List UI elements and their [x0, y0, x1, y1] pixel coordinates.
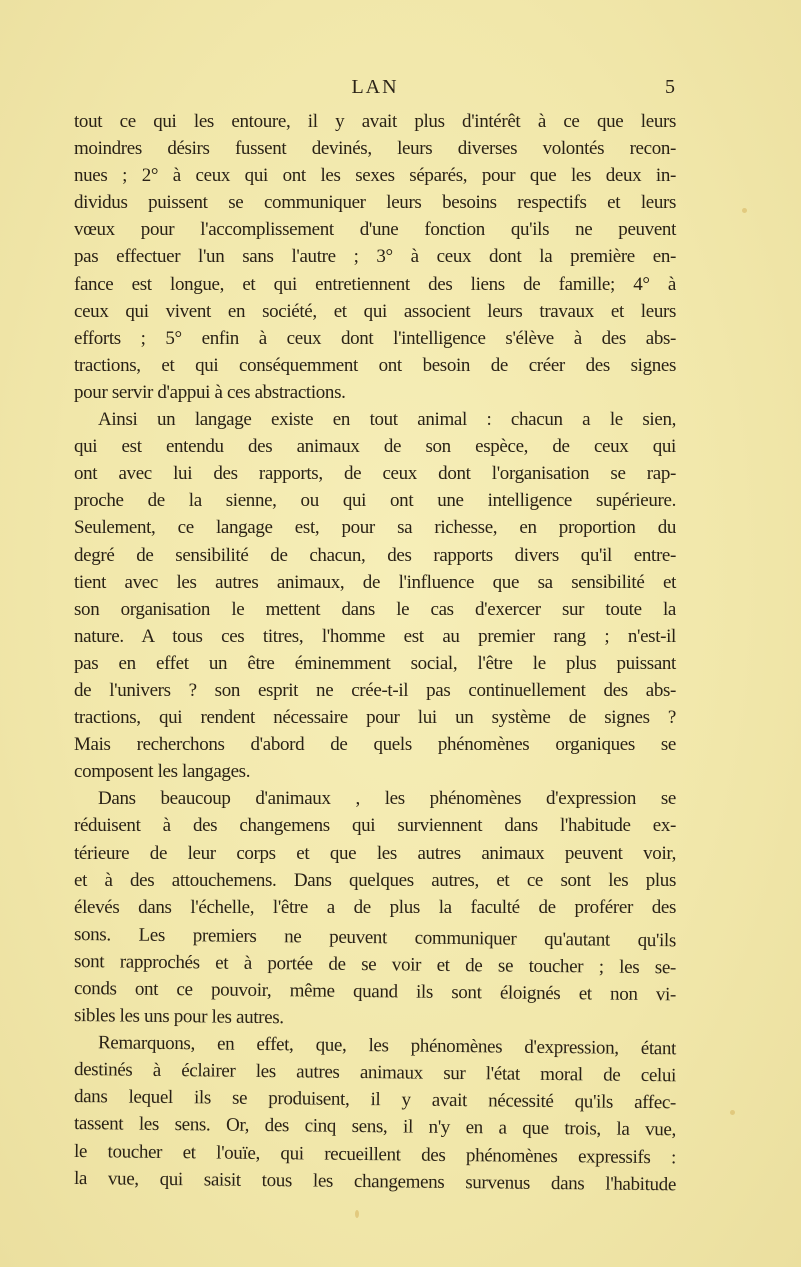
body-text	[73, 108, 677, 1195]
text-line: sons. Les premiers ne peuvent communiquer qu'autant qu'ils	[73, 923, 677, 952]
text-line: conds ont ce pouvoir, même quand ils sont éloignés et non vi-	[73, 978, 677, 1006]
text-line: destinés à éclairer les autres animaux sur l'état moral de celui	[73, 1059, 677, 1087]
text-line: composent les langages.	[74, 761, 251, 783]
running-title: LAN	[351, 76, 399, 98]
text-line: de l'univers ? son esprit ne crée-t-il pas continuellement des abs-	[74, 679, 676, 701]
text-line: dividus puissent se communiquer leurs besoins respectifs et leurs	[74, 192, 676, 214]
text-line: ceux qui vivent en société, et qui associent leurs travaux et leurs	[74, 300, 676, 322]
text-line: tassent les sens. Or, des cinq sens, il n'y en a que trois, la vue,	[73, 1113, 677, 1141]
text-line: degré de sensibilité de chacun, des rapports divers qu'il entre-	[74, 544, 676, 566]
text-line: dans lequel ils se produisent, il y avait nécessité qu'ils affec-	[73, 1086, 677, 1114]
paper-stain	[730, 1110, 735, 1115]
paper-stain	[742, 208, 747, 213]
running-header	[75, 76, 675, 104]
text-line: tout ce qui les entoure, il y avait plus d'intérêt à ce que leurs	[74, 111, 676, 132]
text-line: pas effectuer l'un sans l'autre ; 3° à ceux dont la première en-	[74, 246, 676, 268]
text-line: la vue, qui saisit tous les changemens survenus dans l'habitude	[73, 1167, 677, 1195]
paper-stain	[355, 1210, 359, 1218]
text-line: efforts ; 5° enfin à ceux dont l'intelligence s'élève à des abs-	[74, 327, 676, 349]
text-line: le toucher et l'ouïe, qui recueillent des phénomènes expressifs :	[73, 1140, 677, 1168]
text-line: tractions, et qui conséquemment ont besoin de créer des signes	[74, 354, 676, 376]
text-line: pas en effet un être éminemment social, l'être le plus puissant	[74, 652, 676, 674]
page-number: 5	[665, 76, 675, 98]
text-line: et à des attouchemens. Dans quelques autres, et ce sont les plus	[74, 869, 676, 891]
text-line: Seulement, ce langage est, pour sa richesse, en proportion du	[74, 517, 676, 539]
text-line: qui est entendu des animaux de son espèce, de ceux qui	[74, 436, 676, 458]
text-line: pour servir d'appui à ces abstractions.	[74, 381, 346, 403]
text-line: Remarquons, en effet, que, les phénomènes d'expression, étant	[97, 1032, 677, 1060]
text-line: fance est longue, et qui entretiennent des liens de famille; 4° à	[74, 273, 676, 295]
text-line: proche de la sienne, ou qui ont une intelligence supérieure.	[74, 490, 676, 512]
text-line: Mais recherchons d'abord de quels phénomènes organiques se	[74, 734, 676, 756]
text-line: sont rapprochés et à portée de se voir et de se toucher ; les se-	[73, 950, 677, 979]
text-line: vœux pour l'accomplissement d'une fonction qu'ils ne peuvent	[74, 219, 676, 241]
text-line: Dans beaucoup d'animaux , les phénomènes d'expression se	[98, 788, 676, 810]
text-line: nues ; 2° à ceux qui ont les sexes séparés, pour que les deux in-	[74, 165, 676, 187]
text-line: ont avec lui des rapports, de ceux dont l'organisation se rap-	[74, 463, 676, 485]
text-line: Ainsi un langage existe en tout animal : chacun a le sien,	[98, 409, 676, 431]
text-line: nature. A tous ces titres, l'homme est au premier rang ; n'est-il	[74, 625, 676, 647]
text-line: élevés dans l'échelle, l'être a de plus la faculté de proférer des	[74, 896, 676, 918]
text-line: tractions, qui rendent nécessaire pour lui un système de signes ?	[74, 707, 676, 729]
text-line: sibles les uns pour les autres.	[73, 1005, 284, 1029]
text-line: tient avec les autres animaux, de l'influence que sa sensibilité et	[74, 571, 676, 593]
text-line: térieure de leur corps et que les autres animaux peuvent voir,	[74, 842, 676, 864]
text-line: son organisation le mettent dans le cas d'exercer sur toute la	[74, 598, 676, 620]
text-line: moindres désirs fussent devinés, leurs diverses volontés recon-	[74, 138, 676, 160]
text-line: réduisent à des changemens qui surviennent dans l'habitude ex-	[74, 815, 676, 837]
